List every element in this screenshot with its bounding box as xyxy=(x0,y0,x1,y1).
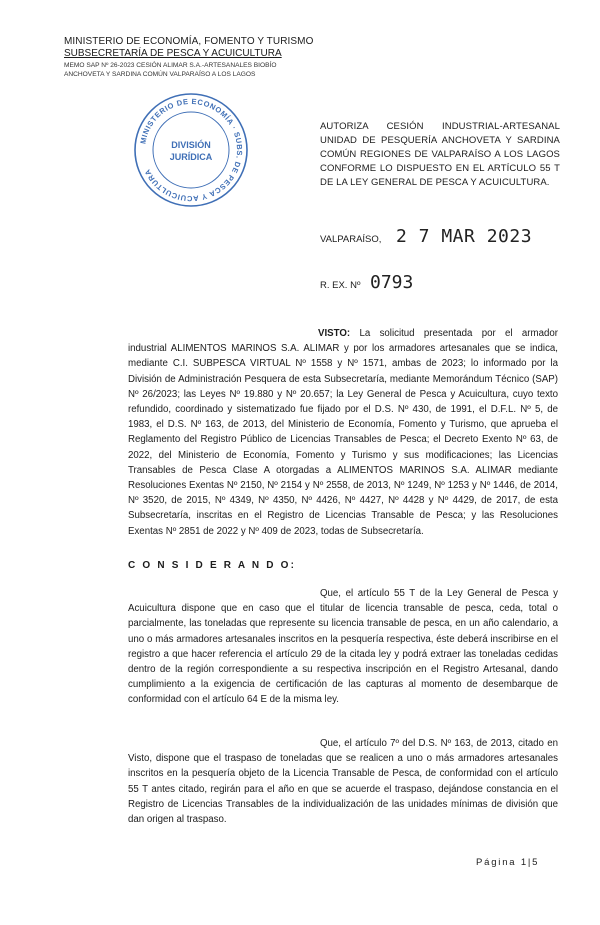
visto-paragraph xyxy=(128,326,558,539)
division-juridica-stamp xyxy=(131,90,251,210)
letterhead xyxy=(64,36,314,79)
stamp-center-line2: JURÍDICA xyxy=(169,152,213,162)
stamped-date: 2 7 MAR 2023 xyxy=(396,226,533,247)
page-number: Página 1|5 xyxy=(476,857,540,868)
resolution-number-label: R. EX. Nº xyxy=(320,280,361,291)
place-label: VALPARAÍSO, xyxy=(320,234,382,245)
visto-lead: VISTO: xyxy=(318,328,351,339)
considerando-heading: C O N S I D E R A N D O: xyxy=(128,560,297,571)
stamp-center-line1: DIVISIÓN xyxy=(171,140,211,150)
considerando-paragraph-2: Que, el artículo 7º del D.S. Nº 163, de 2013, citado en Visto, dispone que el traspaso de toneladas que se realicen a uno o más armadores artesanales inscritos en la pesquería objeto de la Licencia Transable de Pesca, de conformidad con el artículo 55 T antes citado, regirán para el año en que se acuerde el traspaso, dejándose constancia en el Registro de Licencias Transables de la individualización de las unidades mínimas de división que dan origen al traspaso. xyxy=(128,738,558,826)
subsecretary-name: SUBSECRETARÍA DE PESCA Y ACUICULTURA xyxy=(64,48,282,59)
stamp-outer-ring xyxy=(135,94,247,206)
resolution-number: 0793 xyxy=(370,272,414,293)
memo-reference: MEMO SAP Nº 26-2023 CESIÓN ALIMAR S.A.-ARTESANALES BIOBÍO ANCHOVETA Y SARDINA COMÚN VALPARAÍSO A LOS LAGOS xyxy=(64,62,277,78)
ministry-name: MINISTERIO DE ECONOMÍA, FOMENTO Y TURISMO xyxy=(64,36,314,47)
visto-text: La solicitud presentada por el armador industrial ALIMENTOS MARINOS S.A. ALIMAR y por los armadores artesanales que se indica, mediante C.I. SUBPESCA VIRTUAL Nº 1558 y Nº 1571, ambas de 2023; lo informado por la División de Administración Pesquera de esta Subsecretaría, mediante Memorándum Técnico (SAP) Nº 26/2023; las Leyes Nº 19.880 y Nº 20.657; la Ley General de Pesca y Acuicultura, cuyo texto refundido, coordinado y sistematizado fue fijado por el D.S. Nº 430, de 1991, el D.F.L. Nº 5, de 1983, el D.S. Nº 163, de 2013, del Ministerio de Economía, Fomento y Turismo, que aprueba el Reglamento del Registro Público de Licencias Transables de Pesca; el Decreto Exento Nº 63, de 2022, del Ministerio de Economía, Fomento y Turismo y sus modificaciones; las Licencias Transables de Pesca Clase A otorgadas a ALIMENTOS MARINOS S.A. ALIMAR mediante Resoluciones Exentas Nº 2150, Nº 2154 y Nº 2558, de 2013, Nº 1249, Nº 1253 y Nº 1446, de 2014, Nº 3520, de 2015, Nº 4349, Nº 4350, Nº 4426, Nº 4427, Nº 4428 y Nº 4429, de 2017, de esta Subsecretaría, inscritas en el Registro de Licencias Transable de Pesca; y las Resoluciones Exentas Nº 2851 de 2022 y Nº 409 de 2023, todas de Subsecretaría. xyxy=(128,328,558,537)
stamp-ring-text: MINISTERIO DE ECONOMÍA · SUBS. DE PESCA Y ACUICULTURA xyxy=(138,96,245,204)
resolution-title: AUTORIZA CESIÓN INDUSTRIAL-ARTESANAL UNIDAD DE PESQUERÍA ANCHOVETA Y SARDINA COMÚN REGIONES DE VALPARAÍSO A LOS LAGOS CONFORME LO DISPUESTO EN EL ARTÍCULO 55 T DE LA LEY GENERAL DE PESCA Y ACUICULTURA. xyxy=(320,121,560,188)
stamp-inner-ring xyxy=(153,112,229,188)
considerando-paragraph-1: Que, el artículo 55 T de la Ley General de Pesca y Acuicultura dispone que en caso que el titular de licencia transable de pesca, ceda, total o parcialmente, las toneladas que represente su licencia transable de pesca, en un año calendario, a uno o más armadores artesanales inscritos en la pesquería respectiva, éste deberá inscribirse en el registro a que hacer referencia el artículo 29 de la citada ley y podrá extraer las toneladas cedidas dentro de la región correspondiente a su respectiva inscripción en el Registro Artesanal, dando cumplimiento a la exigencia de certificación de las capturas al momento de desembarque de conformidad con el artículo 64 E de la misma ley. xyxy=(128,588,558,706)
